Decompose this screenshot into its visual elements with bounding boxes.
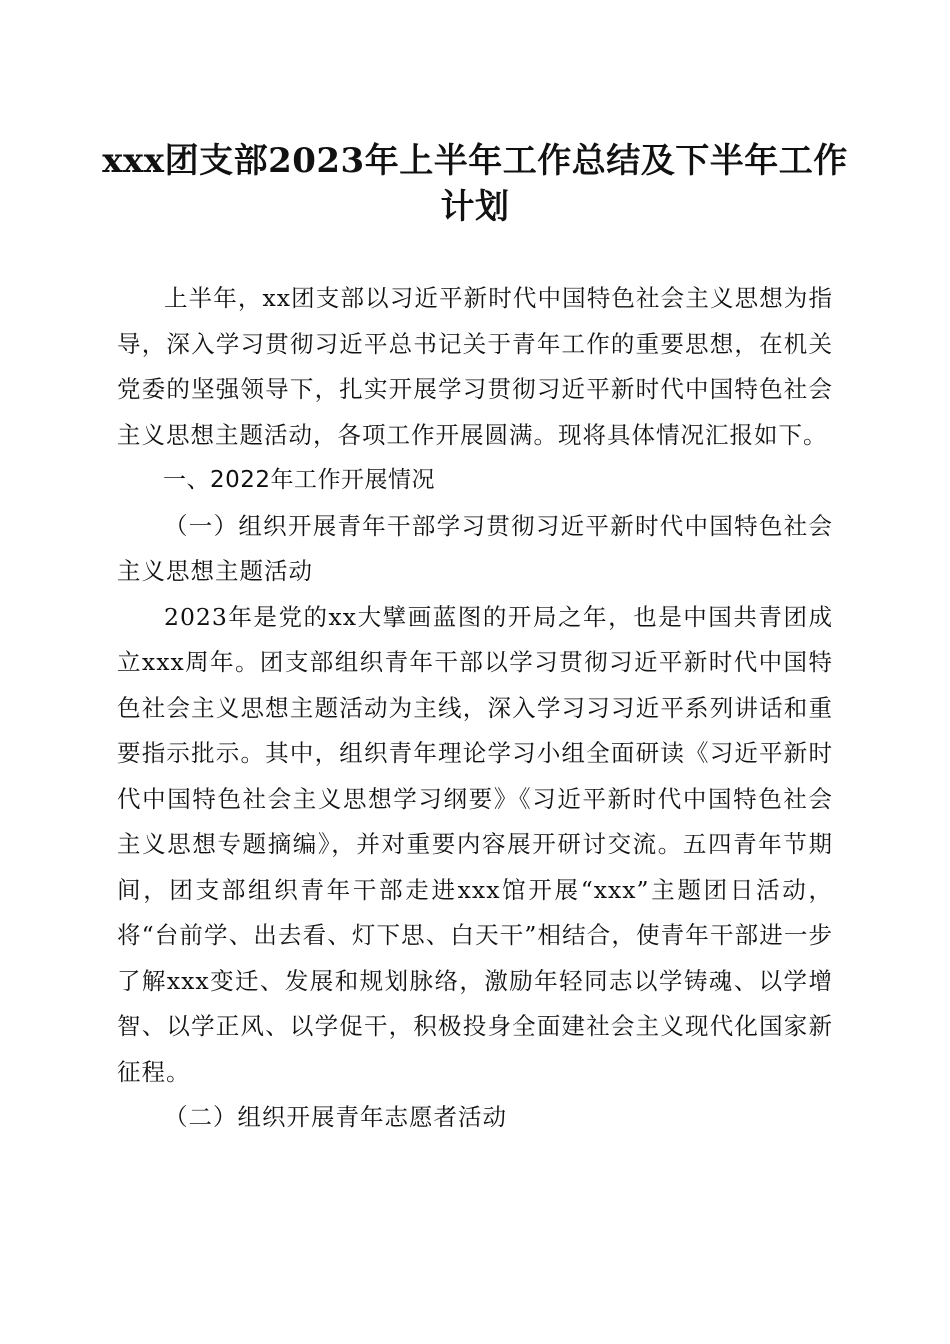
document-body [117,276,833,1141]
subsection-heading-1: （一）组织开展青年干部学习贯彻习近平新时代中国特色社会主义思想主题活动 [117,511,833,585]
intro-paragraph: 上半年，xx团支部以习近平新时代中国特色社会主义思想为指导，深入学习贯彻习近平总书记关于青年工作的重要思想，在机关党委的坚强领导下，扎实开展学习贯彻习近平新时代中国特色社会主义思想主题活动，各项工作开展圆满。现将具体情况汇报如下。 [117,284,833,449]
subsection-1-paragraph: 2023年是党的xx大擘画蓝图的开局之年，也是中国共青团成立xxx周年。团支部组织青年干部以学习贯彻习近平新时代中国特色社会主义思想主题活动为主线，深入学习习习近平系列讲话和重要指示批示。其中，组织青年理论学习小组全面研读《习近平新时代中国特色社会主义思想学习纲要》《习近平新时代中国特色社会主义思想专题摘编》，并对重要内容展开研讨交流。五四青年节期间，团支部组织青年干部走进xxx馆开展“xxx”主题团日活动，将“台前学、出去看、灯下思、白天干”相结合，使青年干部进一步了解xxx变迁、发展和规划脉络，激励年轻同志以学铸魂、以学增智、以学正风、以学促干，积极投身全面建社会主义现代化国家新征程。 [117,602,833,1086]
section-heading-1: 一、2022年工作开展情况 [163,467,436,493]
subsection-heading-2: （二）组织开展青年志愿者活动 [164,1103,507,1131]
document-title: xxx团支部2023年上半年工作总结及下半年工作计划 [102,141,848,227]
